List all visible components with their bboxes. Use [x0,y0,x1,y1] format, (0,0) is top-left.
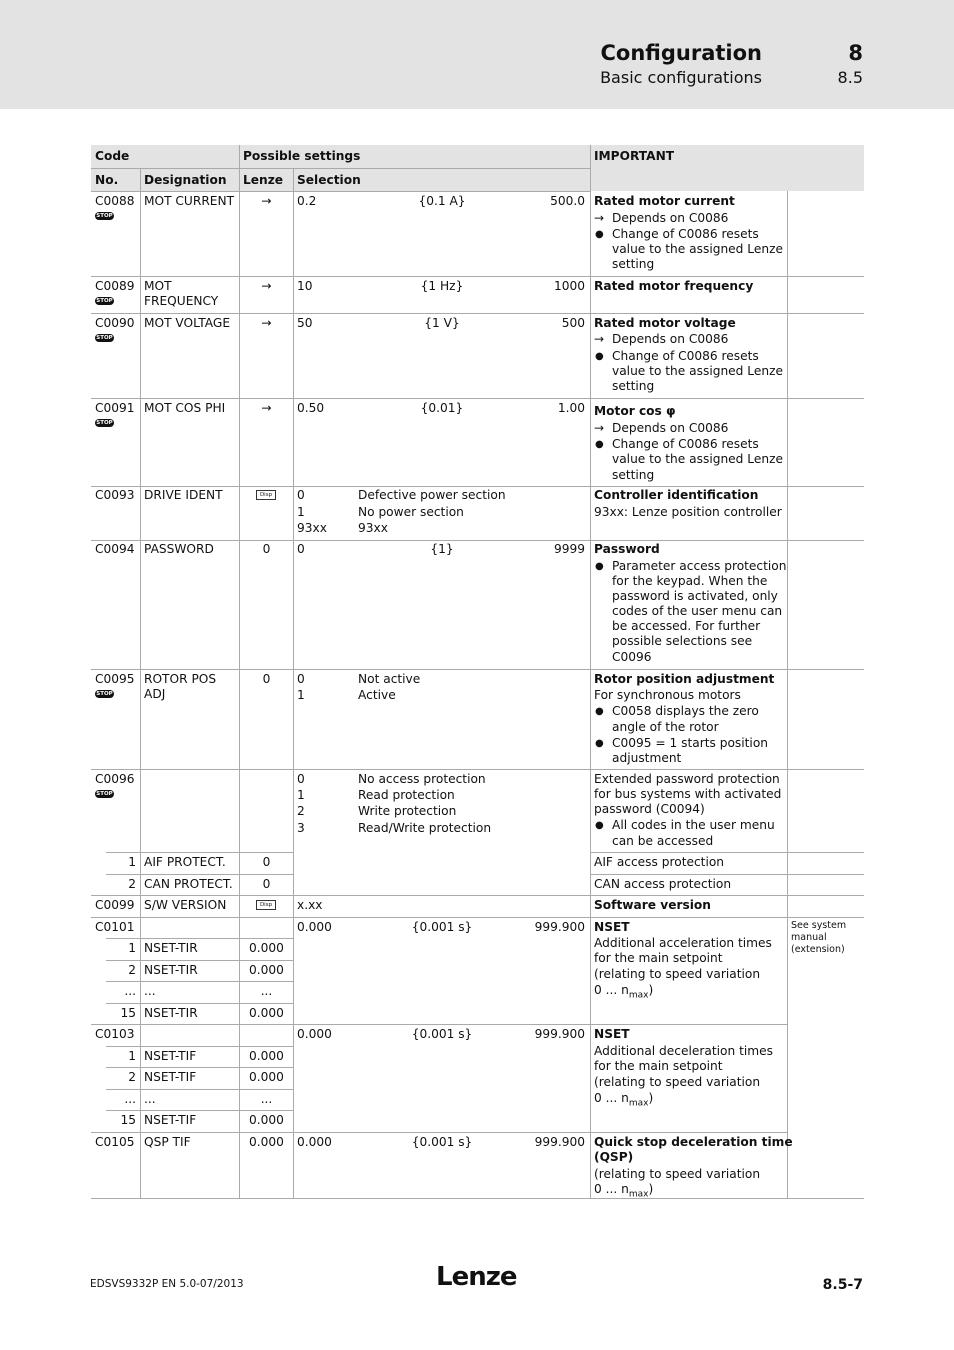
designation: DRIVE IDENT [144,488,223,502]
info-line: All codes in the user menu [612,818,775,832]
sel-desc: 93xx [358,521,388,535]
sub-no: 15 [120,1113,136,1127]
info-line: CAN access protection [594,877,732,891]
sub-no: 1 [128,855,136,869]
info-line: C0096 [612,650,652,664]
lenze-logo: Lenze [436,1262,517,1292]
info-line: password is activated, only [612,589,778,603]
sel-value: 3 [297,821,305,835]
info-line: setting [612,379,655,393]
info-line: for the main setpoint [594,1059,723,1073]
info-line: (relating to speed variation [594,1167,761,1181]
sel-max: 999.900 [534,1027,585,1041]
col-code: Code [95,149,130,163]
info-line: for the main setpoint [594,951,723,965]
stop-icon: STOP [96,691,113,697]
code-c0095: C0095 [95,672,135,686]
sel-value: 1 [297,788,305,802]
info-title: Quick stop deceleration time [594,1135,793,1149]
info-line: Depends on C0086 [612,211,729,225]
sel-step: {0.1 A} [418,194,466,208]
designation: QSP TIF [144,1135,191,1149]
code-c0093: C0093 [95,488,135,502]
code-c0099: C0099 [95,898,135,912]
sel-value: 1 [297,505,305,519]
info-line: Change of C0086 resets [612,349,759,363]
code-c0088: C0088 [95,194,135,208]
code-c0103: C0103 [95,1027,135,1041]
sel-min: 0 [297,542,305,556]
designation: NSET-TIF [144,1113,197,1127]
sel-step: {0.001 s} [411,920,473,934]
section-number: 8.5 [837,68,863,87]
sel-value: 93xx [297,521,327,535]
info-line: 0 ... $n_{max}$) [594,983,654,1001]
bullet-icon: ● [595,706,604,717]
sub-no: ... [124,984,136,998]
sel-step: {0.001 s} [411,1135,473,1149]
info-line: 0 ... $n_{max}$) [594,1091,654,1109]
sub-no: 1 [128,1049,136,1063]
info-line: C0058 displays the zero [612,704,759,718]
info-line: adjustment [612,751,682,765]
sub-no: 2 [128,1070,136,1084]
info-line: Additional acceleration times [594,936,772,950]
sel-step: {1} [430,542,454,556]
side-note: (extension) [791,944,845,955]
info-line: For synchronous motors [594,688,741,702]
sub-no: 15 [120,1006,136,1020]
sel-value: 0 [297,772,305,786]
bullet-icon: ● [595,351,604,362]
info-line: 93xx: Lenze position controller [594,505,782,519]
sel-max: 999.900 [534,1135,585,1149]
sel-value: x.xx [297,898,323,912]
sel-desc: Not active [358,672,421,686]
sel-desc: Active [358,688,396,702]
designation: AIF PROTECT. [144,855,226,869]
lenze-value: 0.000 [249,963,284,977]
info-line: password (C0094) [594,802,705,816]
sel-desc: Read protection [358,788,455,802]
lenze-value: 0.000 [249,941,284,955]
sel-min: 0.50 [297,401,325,415]
lenze-value: 0.000 [249,1049,284,1063]
sel-value: 2 [297,804,305,818]
info-line: AIF access protection [594,855,725,869]
bullet-icon: ● [595,738,604,749]
lenze-value: 0.000 [249,1070,284,1084]
sel-value: 0 [297,672,305,686]
code-c0091: C0091 [95,401,135,415]
info-line: be accessed. For further [612,619,761,633]
info-line: for the keypad. When the [612,574,768,588]
bullet-icon: ● [595,229,604,240]
info-line: Parameter access protection [612,559,787,573]
sel-desc: Defective power section [358,488,506,502]
info-title: Rated motor voltage [594,316,736,330]
stop-icon: STOP [96,298,113,304]
designation: MOT [144,279,172,293]
code-c0094: C0094 [95,542,135,556]
sub-no: ... [124,1092,136,1106]
info-title: Software version [594,898,711,912]
sel-desc: Write protection [358,804,457,818]
col-important: IMPORTANT [594,149,675,163]
section-title: Basic configurations [600,68,762,87]
designation: ... [144,984,156,998]
sel-min: 0.000 [297,1135,332,1149]
info-line: value to the assigned Lenze [612,364,783,378]
info-line: codes of the user menu can [612,604,783,618]
sub-no: 2 [128,963,136,977]
lenze-value: 0 [262,672,271,686]
sel-min: 0.2 [297,194,317,208]
sel-step: {0.001 s} [411,1027,473,1041]
arrow-icon: → [594,211,605,225]
sel-step: {0.01} [420,401,464,415]
sel-value: 0 [297,488,305,502]
bullet-icon: ● [595,820,604,831]
info-line: setting [612,257,655,271]
info-title: Controller identification [594,488,759,502]
info-title: (QSP) [594,1150,634,1164]
info-title: Motor cos φ [594,404,676,418]
sel-step: {1 V} [424,316,460,330]
code-c0096: C0096 [95,772,135,786]
info-line: can be accessed [612,834,714,848]
info-line: Change of C0086 resets [612,437,759,451]
info-line: value to the assigned Lenze [612,452,783,466]
info-line: angle of the rotor [612,720,719,734]
sub-no: 2 [128,877,136,891]
designation: ... [144,1092,156,1106]
designation: ADJ [144,687,166,701]
info-line: Additional deceleration times [594,1044,773,1058]
info-title: NSET [594,920,630,934]
col-selection: Selection [297,173,361,187]
lenze-value: 0.000 [249,1113,284,1127]
info-title: Rated motor current [594,194,735,208]
arrow-icon: → [594,421,605,435]
document-code: EDSVS9332P EN 5.0-07/2013 [90,1278,244,1290]
sel-desc: No power section [358,505,464,519]
lenze-value: 0.000 [249,1135,284,1149]
designation: NSET-TIR [144,941,198,955]
sel-max: 1000 [553,279,585,293]
sel-value: 1 [297,688,305,702]
designation: ROTOR POS [144,672,217,686]
lenze-value: 0 [262,855,271,869]
bullet-icon: ● [595,439,604,450]
designation: NSET-TIR [144,963,198,977]
code-c0101: C0101 [95,920,135,934]
designation: MOT COS PHI [144,401,226,415]
designation: S/W VERSION [144,898,227,912]
info-line: Change of C0086 resets [612,227,759,241]
info-line: C0095 = 1 starts position [612,736,768,750]
header-band [0,0,954,109]
info-line: value to the assigned Lenze [612,242,783,256]
arrow-icon: → [261,279,272,293]
chapter-number: 8 [848,41,863,65]
info-title: Rotor position adjustment [594,672,775,686]
code-c0090: C0090 [95,316,135,330]
stop-icon: STOP [96,213,113,219]
sel-min: 10 [297,279,313,293]
page-number: 8.5-7 [822,1277,863,1293]
info-title: Rated motor frequency [594,279,754,293]
info-line: setting [612,468,655,482]
lenze-value: 0 [262,877,271,891]
col-lenze: Lenze [243,173,284,187]
sel-max: 500 [561,316,585,330]
sel-desc: Read/Write protection [358,821,492,835]
sel-max: 999.900 [534,920,585,934]
info-line: for bus systems with activated [594,787,782,801]
side-note: manual [791,932,827,943]
lenze-value: 0.000 [249,1006,284,1020]
info-line: (relating to speed variation [594,1075,761,1089]
stop-icon: STOP [96,791,113,797]
chapter-title: Configuration [600,41,762,65]
designation: CAN PROTECT. [144,877,233,891]
side-note: See system [791,920,847,931]
designation: MOT VOLTAGE [144,316,231,330]
bullet-icon: ● [595,561,604,572]
display-only-icon: Disp [256,900,276,910]
designation: NSET-TIF [144,1070,197,1084]
designation: NSET-TIR [144,1006,198,1020]
designation: MOT CURRENT [144,194,235,208]
sub-no: 1 [128,941,136,955]
code-c0105: C0105 [95,1135,135,1149]
sel-min: 50 [297,316,313,330]
display-only-icon: Disp [256,490,276,500]
sel-max: 9999 [553,542,585,556]
col-designation: Designation [144,173,227,187]
arrow-icon: → [261,194,272,208]
info-line: 0 ... $n_{max}$) [594,1182,654,1200]
designation: FREQUENCY [144,294,219,308]
sel-step: {1 Hz} [420,279,464,293]
info-line: Extended password protection [594,772,780,786]
arrow-icon: → [261,401,272,415]
info-line: Depends on C0086 [612,421,729,435]
designation: PASSWORD [144,542,214,556]
info-title: NSET [594,1027,630,1041]
lenze-value: ... [260,984,273,998]
arrow-icon: → [261,316,272,330]
lenze-value: 0 [262,542,271,556]
sel-desc: No access protection [358,772,486,786]
designation: NSET-TIF [144,1049,197,1063]
info-title: Password [594,542,660,556]
info-line: possible selections see [612,634,753,648]
lenze-value: ... [260,1092,273,1106]
arrow-icon: → [594,332,605,346]
code-c0089: C0089 [95,279,135,293]
sel-max: 500.0 [550,194,585,208]
info-line: Depends on C0086 [612,332,729,346]
stop-icon: STOP [96,420,113,426]
sel-min: 0.000 [297,920,332,934]
info-line: (relating to speed variation [594,967,761,981]
sel-max: 1.00 [557,401,585,415]
sel-min: 0.000 [297,1027,332,1041]
col-no: No. [95,173,119,187]
col-possible-settings: Possible settings [243,149,361,163]
stop-icon: STOP [96,335,113,341]
